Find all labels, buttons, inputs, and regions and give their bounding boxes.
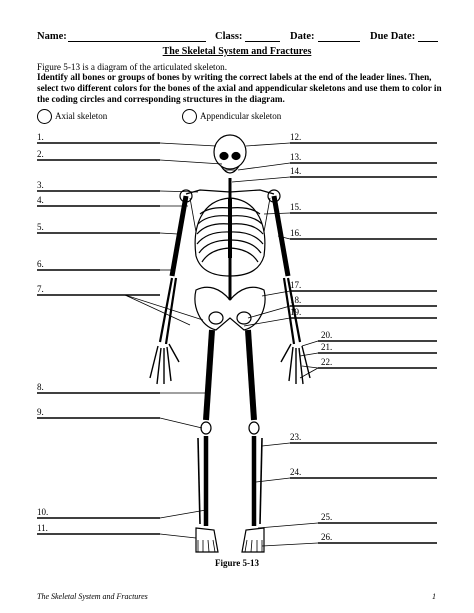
- ribcage-left: [195, 198, 230, 276]
- right-answer-lines: [232, 143, 437, 546]
- label-number: 20.: [321, 330, 333, 340]
- label-number: 16.: [290, 228, 302, 238]
- left-humerus: [172, 196, 186, 276]
- label-number: 13.: [290, 152, 302, 162]
- label-number: 14.: [290, 166, 302, 176]
- label-number: 17.: [290, 280, 302, 290]
- label-number: 1.: [37, 132, 44, 142]
- ribcage-right: [230, 198, 265, 276]
- label-number: 19.: [290, 307, 302, 317]
- label-number: 8.: [37, 382, 44, 392]
- label-number: 10.: [37, 507, 49, 517]
- skeleton-figure: [150, 135, 310, 552]
- label-number: 15.: [290, 202, 302, 212]
- label-number: 2.: [37, 149, 44, 159]
- label-number: 21.: [321, 342, 333, 352]
- label-number: 5.: [37, 222, 44, 232]
- figure-intro: Figure 5-13 is a diagram of the articulated skeleton.: [37, 62, 228, 72]
- right-hand: [281, 344, 310, 384]
- name-label: Name:: [37, 31, 67, 42]
- footer-title: The Skeletal System and Fractures: [37, 592, 148, 601]
- instructions: Identify all bones or groups of bones by writing the correct labels at the end of the leader lines. Then, select two different colors for the bones of the axial and appendicular skeletons and use them to color in the coding circles and corresponding structures in the diagram.: [37, 72, 442, 104]
- axial-legend-label: Axial skeleton: [55, 111, 108, 121]
- label-number: 4.: [37, 195, 44, 205]
- class-label: Class:: [215, 31, 243, 42]
- label-number: 22.: [321, 357, 333, 367]
- right-femur: [248, 330, 254, 420]
- page-number: 1: [432, 592, 436, 601]
- label-number: 23.: [290, 432, 302, 442]
- label-number: 12.: [290, 132, 302, 142]
- left-hand: [150, 344, 179, 384]
- figure-label: Figure 5-13: [214, 558, 260, 568]
- label-number: 11.: [37, 523, 48, 533]
- left-patella: [201, 422, 211, 434]
- label-number: 24.: [290, 467, 302, 477]
- right-patella: [249, 422, 259, 434]
- appendicular-legend-label: Appendicular skeleton: [200, 111, 282, 121]
- date-label: Date:: [290, 31, 315, 42]
- label-number: 26.: [321, 532, 333, 542]
- label-number: 3.: [37, 180, 44, 190]
- label-number: 25.: [321, 512, 333, 522]
- label-number: 7.: [37, 284, 44, 294]
- left-femur: [206, 330, 212, 420]
- label-number: 9.: [37, 407, 44, 417]
- right-clavicle: [230, 190, 274, 194]
- left-answer-lines: [37, 143, 222, 538]
- label-number: 6.: [37, 259, 44, 269]
- due-date-label: Due Date:: [370, 31, 416, 42]
- page-title: The Skeletal System and Fractures: [162, 46, 312, 57]
- label-number: 18.: [290, 295, 302, 305]
- right-humerus: [274, 196, 288, 276]
